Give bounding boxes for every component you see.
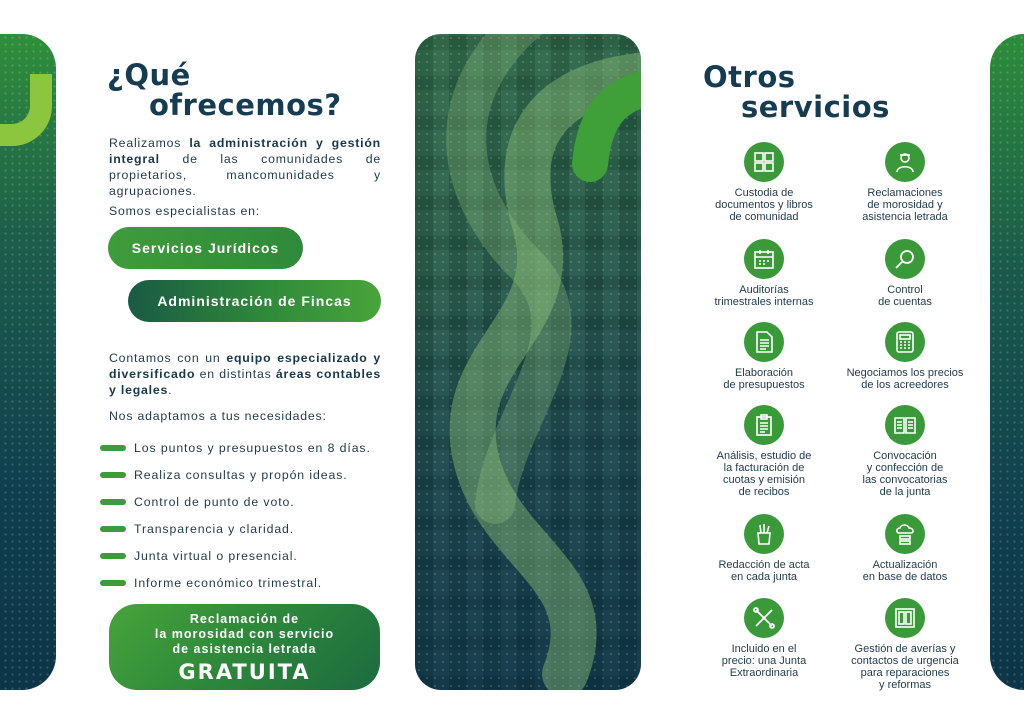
service-item bbox=[699, 142, 829, 223]
list-item-text: Control de punto de voto. bbox=[134, 494, 295, 509]
title-line: ¿Qué bbox=[107, 58, 191, 92]
free-legal-claim-banner bbox=[109, 604, 380, 690]
title-line: ofrecemos? bbox=[149, 88, 342, 122]
list-item-text: Los puntos y presupuestos en 8 días. bbox=[134, 440, 371, 455]
specialists-text: Somos especialistas en: bbox=[109, 204, 260, 218]
list-item-text: Informe económico trimestral. bbox=[134, 575, 323, 590]
lockers-icon bbox=[744, 142, 784, 182]
list-item bbox=[100, 488, 400, 515]
team-bold-1: equipo especializado y diversificado bbox=[109, 351, 381, 381]
service-label: Gestión de averías y contactos de urgencia para reparaciones y reformas bbox=[851, 643, 959, 691]
cta-line: Reclamación de bbox=[189, 612, 300, 626]
page-title-other-services bbox=[703, 62, 890, 122]
service-label: Negociamos los precios de los acreedores bbox=[846, 367, 964, 391]
service-item bbox=[840, 322, 970, 391]
list-item bbox=[100, 515, 400, 542]
calendar-icon bbox=[744, 239, 784, 279]
service-label: Elaboración de presupuestos bbox=[723, 367, 805, 391]
legal-services-pill: Servicios Jurídicos bbox=[108, 227, 303, 269]
team-mid: en distintas bbox=[195, 367, 276, 381]
service-label: Actualización en base de datos bbox=[862, 559, 948, 583]
bullet-dash-icon bbox=[100, 472, 126, 478]
title-line: Otros bbox=[703, 60, 796, 94]
service-item bbox=[699, 514, 829, 583]
pencil-cup-icon bbox=[744, 514, 784, 554]
tools-icon bbox=[744, 598, 784, 638]
list-item-text: Junta virtual o presencial. bbox=[134, 548, 298, 563]
list-item bbox=[100, 569, 400, 596]
bullet-dash-icon bbox=[100, 499, 126, 505]
intro-bold: la administración y gestión integral bbox=[109, 136, 381, 166]
service-label: Control de cuentas bbox=[878, 284, 932, 308]
list-item bbox=[100, 461, 400, 488]
needs-list bbox=[100, 434, 400, 596]
list-item-text: Realiza consultas y propón ideas. bbox=[134, 467, 348, 482]
team-end: . bbox=[168, 383, 173, 397]
clipboard-icon bbox=[744, 405, 784, 445]
service-label: Convocación y confección de las convocatorias de la junta bbox=[862, 450, 948, 498]
team-paragraph bbox=[109, 350, 381, 398]
left-decorative-panel bbox=[0, 34, 56, 690]
right-decorative-panel bbox=[990, 34, 1024, 690]
cta-free-label: GRATUITA bbox=[178, 660, 311, 684]
left-green-hook bbox=[0, 74, 52, 146]
team-bold-2: áreas contables y legales bbox=[109, 367, 381, 397]
document-icon bbox=[744, 322, 784, 362]
service-item bbox=[840, 142, 970, 223]
adapt-text: Nos adaptamos a tus necesidades: bbox=[109, 409, 327, 423]
magnifier-icon bbox=[885, 239, 925, 279]
book-icon bbox=[885, 405, 925, 445]
calculator-icon bbox=[885, 322, 925, 362]
green-curve-graphic bbox=[415, 34, 641, 690]
intro-suffix: de las comunidades de propietarios, mancomunidades y agrupaciones. bbox=[109, 152, 381, 198]
intro-paragraph bbox=[109, 135, 381, 199]
service-item bbox=[840, 239, 970, 308]
service-item bbox=[699, 239, 829, 308]
service-label: Custodia de documentos y libros de comunidad bbox=[715, 187, 813, 223]
service-item bbox=[699, 598, 829, 679]
intro-prefix: Realizamos bbox=[109, 136, 190, 150]
title-line: servicios bbox=[741, 90, 890, 124]
center-photo-panel bbox=[415, 34, 641, 690]
service-label: Redacción de acta en cada junta bbox=[718, 559, 810, 583]
service-item bbox=[699, 322, 829, 391]
page-title-what-we-offer bbox=[107, 60, 342, 120]
service-label: Análisis, estudio de la facturación de cuotas y emisión de recibos bbox=[716, 450, 812, 498]
service-item bbox=[840, 598, 970, 691]
cta-line: la morosidad con servicio bbox=[154, 627, 335, 641]
bullet-dash-icon bbox=[100, 553, 126, 559]
lawyer-icon bbox=[885, 142, 925, 182]
list-item bbox=[100, 542, 400, 569]
team-prefix: Contamos con un bbox=[109, 351, 227, 365]
cloud-database-icon bbox=[885, 514, 925, 554]
service-item bbox=[840, 405, 970, 498]
service-label: Reclamaciones de morosidad y asistencia letrada bbox=[862, 187, 948, 223]
service-label: Auditorías trimestrales internas bbox=[714, 284, 814, 308]
fuse-box-icon bbox=[885, 598, 925, 638]
bullet-dash-icon bbox=[100, 445, 126, 451]
cta-line: de asistencia letrada bbox=[172, 642, 317, 656]
property-admin-pill: Administración de Fincas bbox=[128, 280, 381, 322]
list-item-text: Transparencia y claridad. bbox=[134, 521, 295, 536]
bullet-dash-icon bbox=[100, 580, 126, 586]
service-item bbox=[699, 405, 829, 498]
list-item bbox=[100, 434, 400, 461]
service-item bbox=[840, 514, 970, 583]
bullet-dash-icon bbox=[100, 526, 126, 532]
service-label: Incluido en el precio: una Junta Extraordinaria bbox=[721, 643, 807, 679]
